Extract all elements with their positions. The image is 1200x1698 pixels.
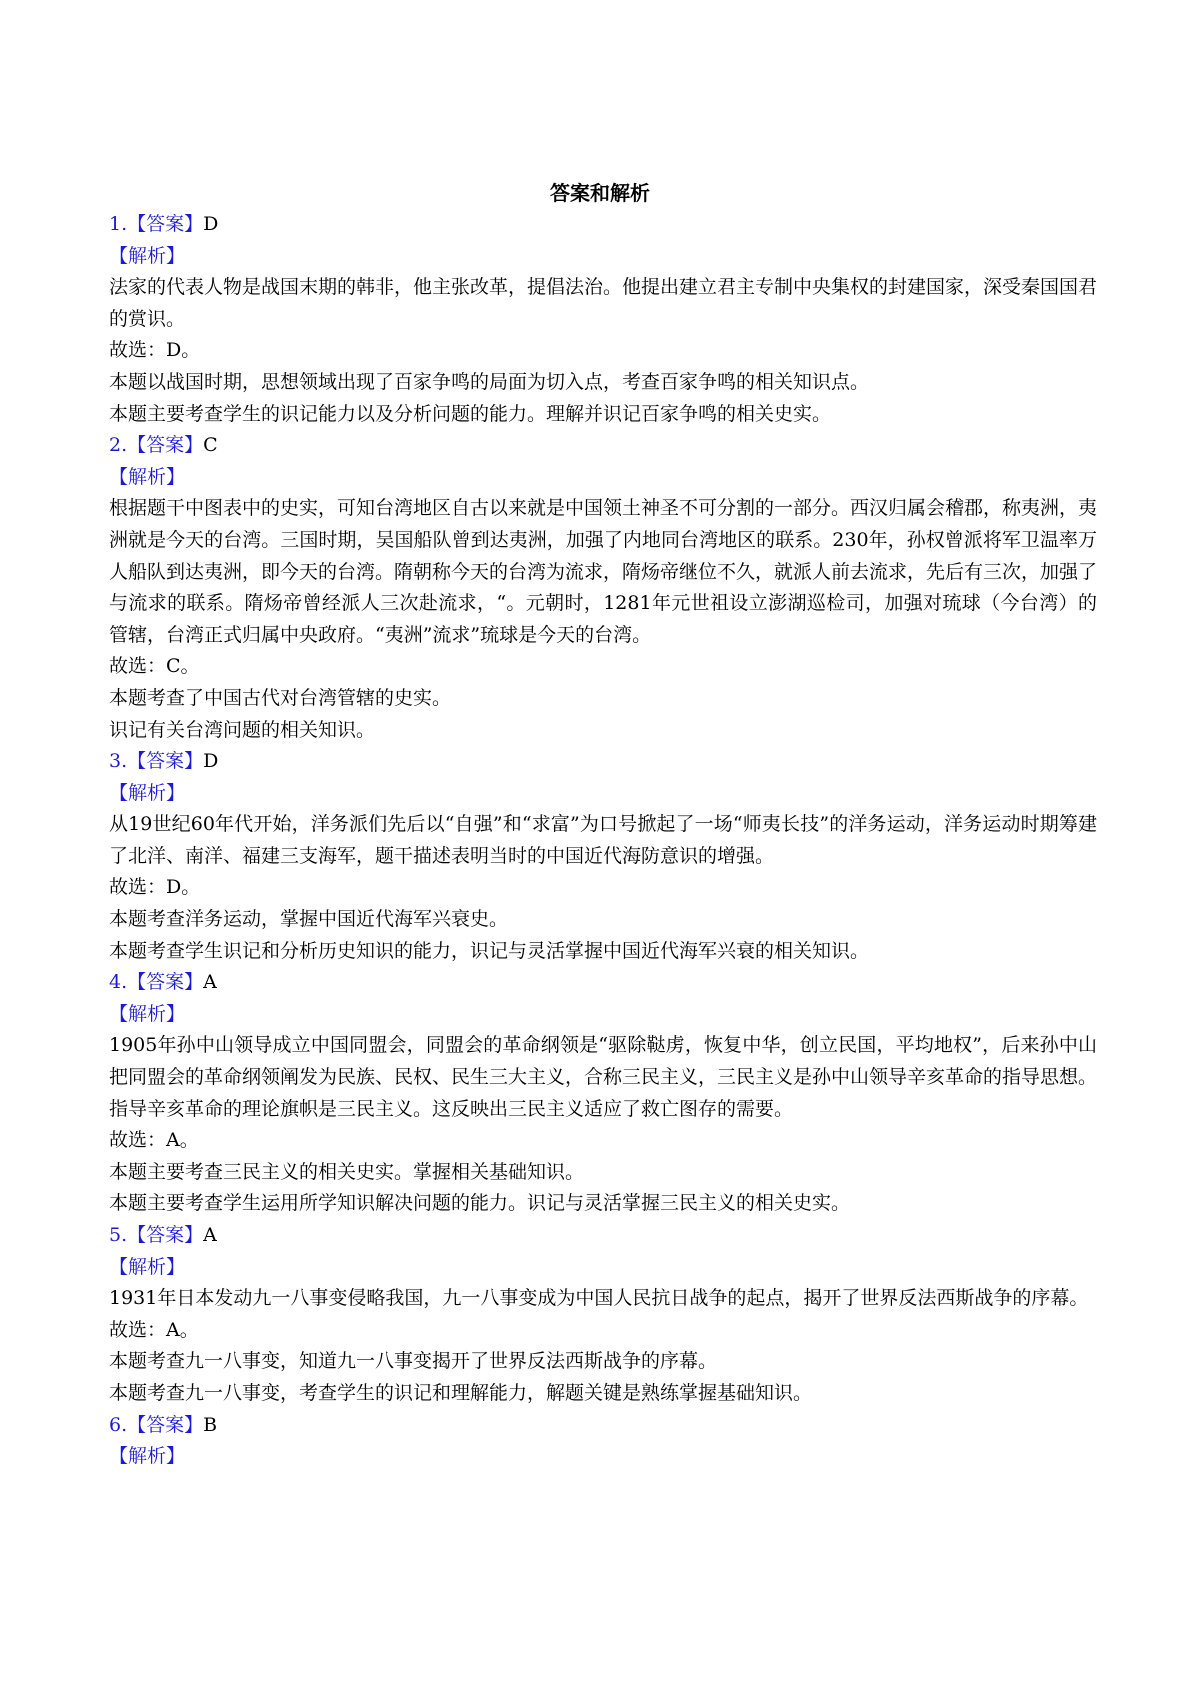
answer-label: 【答案】 bbox=[127, 1224, 204, 1246]
skill-statement: 本题考查学生识记和分析历史知识的能力，识记与灵活掌握中国近代海军兴衰的相关知识。 bbox=[109, 939, 870, 962]
answer-value: D bbox=[203, 750, 219, 773]
choice-statement: 故选：D。 bbox=[109, 876, 201, 899]
analysis-paragraph: 1905年孙中山领导成立中国同盟会，同盟会的革命纲领是“驱除鞑虏，恢复中华，创立民国，平均地权”，后来孙中山把同盟会的革命纲领阐发为民族、民权、民生三大主义，合称三民主义，三民主义是孙中山领导辛亥革命的指导思想。指导辛亥革命的理论旗帜是三民主义。这反映出三民主义适应了救亡图存的需要。 bbox=[109, 1034, 1098, 1120]
page-title: 答案和解析 bbox=[550, 181, 650, 205]
answer-value: D bbox=[203, 213, 219, 235]
skill-statement: 本题考查九一八事变，考查学生的识记和理解能力，解题关键是熟练掌握基础知识。 bbox=[109, 1381, 813, 1404]
analysis-paragraph: 从19世纪60年代开始，洋务派们先后以“自强”和“求富”为口号掀起了一场“师夷长技”的洋务运动，洋务运动时期筹建了北洋、南洋、福建三支海军，题干描述表明当时的中国近代海防意识的增强。 bbox=[109, 813, 1097, 867]
analysis-label: 【解析】 bbox=[109, 1002, 186, 1025]
choice-statement: 故选：A。 bbox=[109, 1129, 199, 1152]
analysis-label: 【解析】 bbox=[109, 1255, 186, 1278]
answer-item bbox=[109, 1410, 1097, 1473]
choice-statement: 故选：A。 bbox=[109, 1318, 199, 1341]
answer-value: B bbox=[203, 1413, 218, 1436]
analysis-paragraph: 根据题干中图表中的史实，可知台湾地区自古以来就是中国领土神圣不可分割的一部分。西汉归属会稽郡，称夷洲，夷洲就是今天的台湾。三国时期，吴国船队曾到达夷洲，加强了内地同台湾地区的联系。230年，孙权曾派将军卫温率万人船队到达夷洲，即今天的台湾。隋朝称今天的台湾为流求，隋炀帝继位不久，就派人前去流求，先后有三次，加强了与流求的联系。隋炀帝曾经派人三次赴流求，“。元朝时，1281年元世祖设立澎湖巡检司，加强对琉球（今台湾）的管辖，台湾正式归属中央政府。“夷洲”流求”琉球是今天的台湾。 bbox=[109, 497, 1098, 646]
answer-value: A bbox=[203, 1224, 217, 1246]
skill-statement: 本题主要考查学生运用所学知识解决问题的能力。识记与灵活掌握三民主义的相关史实。 bbox=[109, 1192, 851, 1215]
answer-line bbox=[109, 746, 1097, 778]
question-number: 2. bbox=[109, 434, 128, 457]
analysis-paragraph: 1931年日本发动九一八事变侵略我国，九一八事变成为中国人民抗日战争的起点，揭开了世界反法西斯战争的序幕。 bbox=[109, 1287, 1089, 1310]
topic-statement: 本题以战国时期，思想领域出现了百家争鸣的局面为切入点，考查百家争鸣的相关知识点。 bbox=[109, 370, 870, 393]
answer-item bbox=[109, 1220, 1097, 1410]
topic-statement: 本题考查了中国古代对台湾管辖的史实。 bbox=[109, 686, 452, 709]
choice-statement: 故选：C。 bbox=[109, 655, 200, 678]
analysis-paragraph: 法家的代表人物是战国末期的韩非，他主张改革，提倡法治。他提出建立君主专制中央集权的封建国家，深受秦国国君的赏识。 bbox=[109, 276, 1098, 330]
answer-label: 【答案】 bbox=[127, 750, 204, 773]
question-number: 1. bbox=[109, 213, 128, 235]
analysis-label: 【解析】 bbox=[109, 465, 186, 488]
answer-item bbox=[109, 430, 1097, 746]
skill-statement: 识记有关台湾问题的相关知识。 bbox=[109, 718, 376, 741]
answer-label: 【答案】 bbox=[127, 1413, 204, 1436]
question-number: 4. bbox=[109, 971, 128, 994]
answer-item bbox=[109, 967, 1097, 1220]
analysis-label: 【解析】 bbox=[109, 244, 186, 267]
skill-statement: 本题主要考查学生的识记能力以及分析问题的能力。理解并识记百家争鸣的相关史实。 bbox=[109, 402, 832, 425]
answer-value: A bbox=[203, 971, 217, 994]
answer-line bbox=[109, 430, 1097, 462]
question-number: 3. bbox=[109, 750, 128, 773]
answer-label: 【答案】 bbox=[127, 213, 204, 235]
answer-list bbox=[109, 209, 1097, 1473]
answer-line bbox=[109, 967, 1097, 999]
answer-line bbox=[109, 209, 1097, 241]
answer-item bbox=[109, 746, 1097, 967]
choice-statement: 故选：D。 bbox=[109, 339, 201, 362]
answer-line bbox=[109, 1220, 1097, 1252]
question-number: 5. bbox=[109, 1224, 128, 1246]
topic-statement: 本题主要考查三民主义的相关史实。掌握相关基础知识。 bbox=[109, 1160, 585, 1183]
answer-item bbox=[109, 209, 1097, 430]
answer-label: 【答案】 bbox=[127, 434, 204, 457]
answer-value: C bbox=[203, 434, 218, 457]
topic-statement: 本题考查九一八事变，知道九一八事变揭开了世界反法西斯战争的序幕。 bbox=[109, 1350, 718, 1373]
answer-line bbox=[109, 1410, 1097, 1442]
analysis-label: 【解析】 bbox=[109, 781, 186, 804]
topic-statement: 本题考查洋务运动，掌握中国近代海军兴衰史。 bbox=[109, 908, 509, 931]
analysis-label: 【解析】 bbox=[109, 1445, 186, 1468]
question-number: 6. bbox=[109, 1413, 128, 1436]
answer-label: 【答案】 bbox=[127, 971, 204, 994]
